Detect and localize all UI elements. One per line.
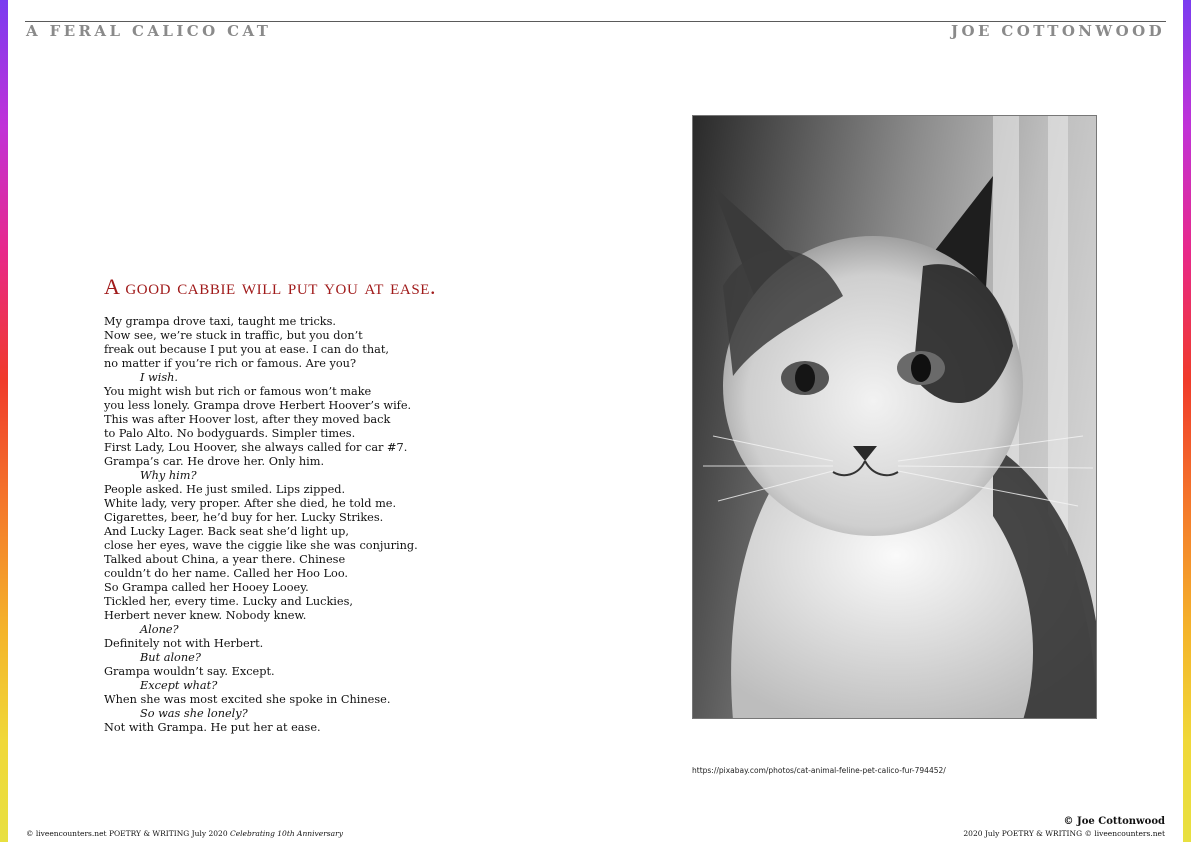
poem-line: Cigarettes, beer, he’d buy for her. Lucky Strikes. — [104, 511, 384, 524]
poem-line: This was after Hoover lost, after they moved back — [104, 413, 391, 426]
poem-line: Tickled her, every time. Lucky and Luckies, — [104, 595, 353, 608]
footer-left-italic: Celebrating 10th Anniversary — [229, 829, 343, 838]
poem-title: A good cabbie will put you at ease. — [104, 274, 437, 299]
poem-line: I wish. — [140, 371, 179, 384]
footer-publication-info — [26, 829, 343, 838]
photo-caption-url[interactable]: https://pixabay.com/photos/cat-animal-feline-pet-calico-fur-794452/ — [692, 766, 946, 775]
footer-left-text: © liveencounters.net POETRY & WRITING July 2020 — [26, 829, 230, 838]
poem-line: You might wish but rich or famous won’t make — [104, 385, 372, 398]
poem-line: Grampa’s car. He drove her. Only him. — [104, 455, 325, 468]
poem-line: Alone? — [140, 623, 179, 636]
calico-cat-photo — [692, 115, 1097, 719]
poem-line: First Lady, Lou Hoover, she always called for car #7. — [104, 441, 408, 454]
poem-line: When she was most excited she spoke in Chinese. — [104, 693, 391, 706]
poem-line: Grampa wouldn’t say. Except. — [104, 665, 275, 678]
poem-line: you less lonely. Grampa drove Herbert Hoover’s wife. — [104, 399, 412, 412]
poem-line: close her eyes, wave the ciggie like she was conjuring. — [104, 539, 418, 552]
poem-body — [104, 315, 524, 735]
poem-line: So was she lonely? — [140, 707, 248, 720]
cat-illustration — [693, 116, 1097, 719]
poem-line: White lady, very proper. After she died, he told me. — [104, 497, 397, 510]
poem-line: Now see, we’re stuck in traffic, but you don’t — [104, 329, 363, 342]
poem-line: Talked about China, a year there. Chinese — [104, 553, 346, 566]
footer-right-info: 2020 July POETRY & WRITING © liveencounters.net — [963, 829, 1165, 838]
poem-line: Definitely not with Herbert. — [104, 637, 264, 650]
right-color-edge — [1183, 0, 1191, 842]
header-section-title: A FERAL CALICO CAT — [26, 22, 272, 40]
author-credit: © Joe Cottonwood — [1063, 816, 1165, 827]
poem-line: Why him? — [140, 469, 197, 482]
header-author-name: JOE COTTONWOOD — [951, 22, 1165, 40]
poem-line: couldn’t do her name. Called her Hoo Loo. — [104, 567, 349, 580]
poem-line: But alone? — [140, 651, 201, 664]
poem-line: And Lucky Lager. Back seat she’d light up, — [104, 525, 349, 538]
left-color-edge — [0, 0, 8, 842]
poem-line: Except what? — [140, 679, 218, 692]
poem-line: So Grampa called her Hooey Looey. — [104, 581, 309, 594]
poem-line: no matter if you’re rich or famous. Are you? — [104, 357, 357, 370]
poem-line: freak out because I put you at ease. I can do that, — [104, 343, 389, 356]
poem-line: People asked. He just smiled. Lips zipped. — [104, 483, 346, 496]
poem-line: My grampa drove taxi, taught me tricks. — [104, 315, 336, 328]
poem-line: Not with Grampa. He put her at ease. — [104, 721, 321, 734]
poem-line: Herbert never knew. Nobody knew. — [104, 609, 307, 622]
poem-line: to Palo Alto. No bodyguards. Simpler times. — [104, 427, 356, 440]
